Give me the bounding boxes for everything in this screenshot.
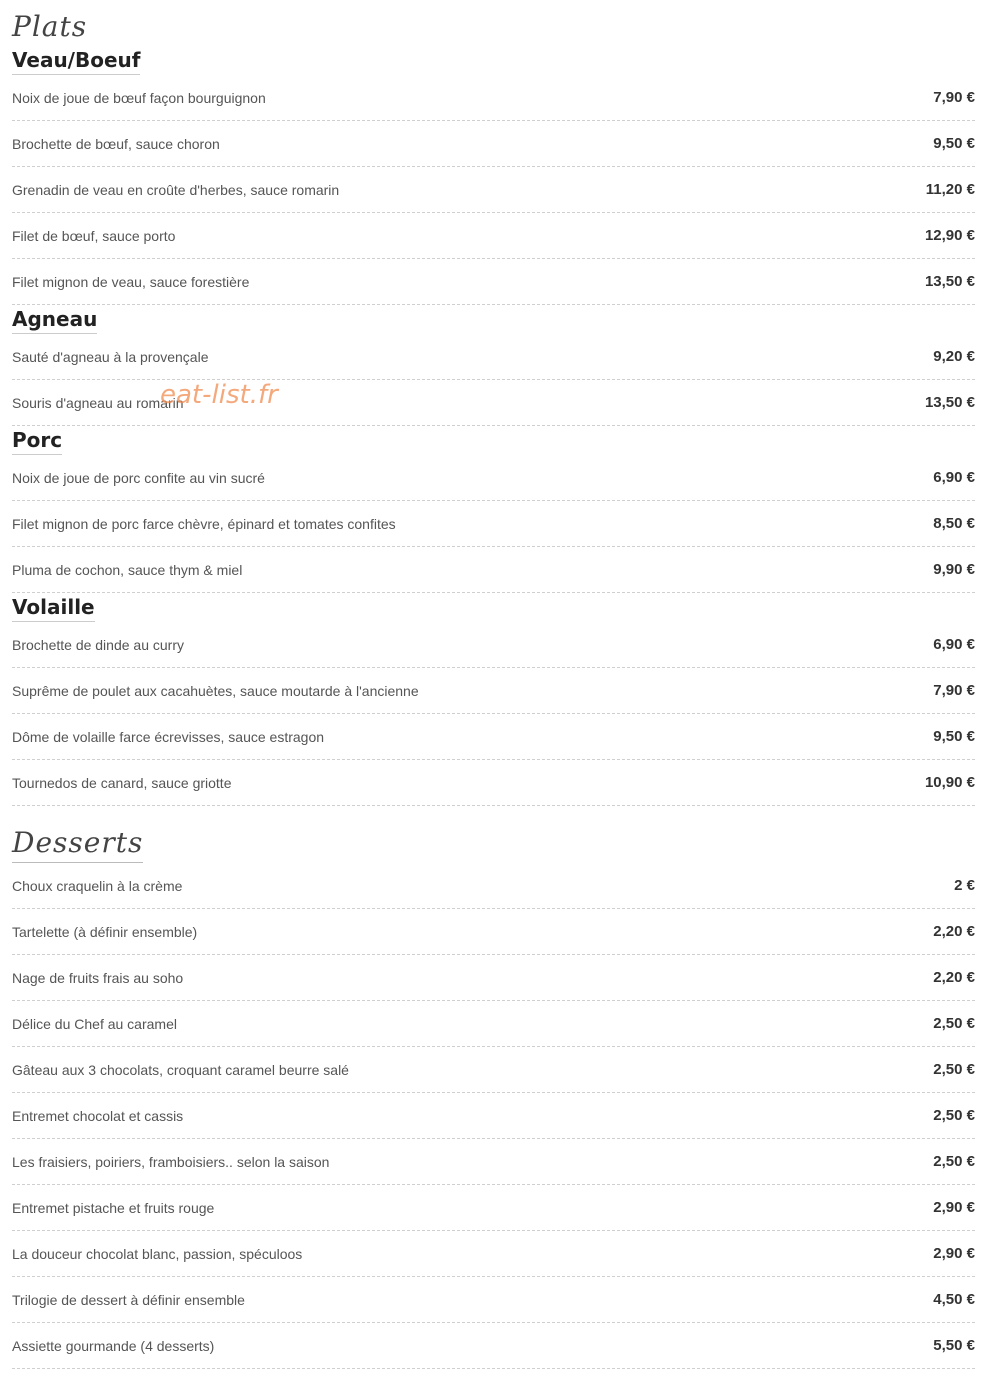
menu-item-row bbox=[12, 75, 975, 121]
category-title: Porc bbox=[12, 426, 62, 455]
menu-item-row bbox=[12, 668, 975, 714]
menu-item-row bbox=[12, 955, 975, 1001]
menu-item-name: Sauté d'agneau à la provençale bbox=[12, 348, 209, 365]
menu-item-row bbox=[12, 121, 975, 167]
menu-item-name: Noix de joue de bœuf façon bourguignon bbox=[12, 89, 266, 106]
menu-item-row bbox=[12, 1323, 975, 1369]
menu-item-name: Grenadin de veau en croûte d'herbes, sauce romarin bbox=[12, 181, 340, 198]
menu-item-row bbox=[12, 501, 975, 547]
menu-item-row bbox=[12, 213, 975, 259]
menu-item-price: 6,90 € bbox=[933, 469, 975, 486]
menu-item-price: 4,50 € bbox=[933, 1291, 975, 1308]
menu-item-name: Gâteau aux 3 chocolats, croquant caramel beurre salé bbox=[12, 1061, 349, 1078]
desserts-section-title: Desserts bbox=[12, 826, 143, 863]
menu-item-row bbox=[12, 1001, 975, 1047]
menu-item-row bbox=[12, 167, 975, 213]
menu-item-name: Nage de fruits frais au soho bbox=[12, 969, 184, 986]
plats-section-title: Plats bbox=[12, 10, 88, 43]
category-section bbox=[12, 426, 975, 593]
category-section bbox=[12, 305, 975, 426]
menu-item-name: Suprême de poulet aux cacahuètes, sauce moutarde à l'ancienne bbox=[12, 682, 419, 699]
menu-item-price: 12,90 € bbox=[924, 227, 975, 244]
menu-document bbox=[12, 0, 975, 1369]
plats-section bbox=[12, 46, 975, 806]
menu-item-price: 9,20 € bbox=[933, 348, 975, 365]
menu-item-price: 7,90 € bbox=[933, 89, 975, 106]
menu-item-name: La douceur chocolat blanc, passion, spéculoos bbox=[12, 1245, 303, 1262]
menu-item-price: 2,20 € bbox=[933, 969, 975, 986]
menu-item-name: Tournedos de canard, sauce griotte bbox=[12, 774, 232, 791]
menu-item-name: Assiette gourmande (4 desserts) bbox=[12, 1337, 215, 1354]
category-section bbox=[12, 46, 975, 305]
category-title: Volaille bbox=[12, 593, 95, 622]
menu-item-price: 2 € bbox=[954, 877, 975, 894]
menu-item-price: 2,50 € bbox=[933, 1015, 975, 1032]
menu-item-price: 8,50 € bbox=[933, 515, 975, 532]
menu-item-row bbox=[12, 334, 975, 380]
menu-item-row bbox=[12, 714, 975, 760]
menu-item-name: Pluma de cochon, sauce thym & miel bbox=[12, 561, 243, 578]
menu-item-price: 2,20 € bbox=[933, 923, 975, 940]
menu-item-price: 2,50 € bbox=[933, 1153, 975, 1170]
menu-item-name: Délice du Chef au caramel bbox=[12, 1015, 177, 1032]
menu-item-row bbox=[12, 1047, 975, 1093]
category-section bbox=[12, 593, 975, 806]
menu-item-row bbox=[12, 863, 975, 909]
menu-item-name: Filet mignon de porc farce chèvre, épinard et tomates confites bbox=[12, 515, 396, 532]
menu-item-row bbox=[12, 1139, 975, 1185]
menu-item-name: Dôme de volaille farce écrevisses, sauce estragon bbox=[12, 728, 325, 745]
menu-item-name: Brochette de bœuf, sauce choron bbox=[12, 135, 220, 152]
menu-item-price: 2,90 € bbox=[933, 1245, 975, 1262]
menu-item-name: Souris d'agneau au romarin bbox=[12, 394, 184, 411]
menu-item-name: Filet de bœuf, sauce porto bbox=[12, 227, 176, 244]
menu-item-name: Tartelette (à définir ensemble) bbox=[12, 923, 198, 940]
menu-item-row bbox=[12, 380, 975, 426]
menu-item-row bbox=[12, 1231, 975, 1277]
menu-item-row bbox=[12, 622, 975, 668]
menu-item-price: 10,90 € bbox=[924, 774, 975, 791]
menu-item-row bbox=[12, 547, 975, 593]
menu-item-price: 2,90 € bbox=[933, 1199, 975, 1216]
menu-item-row bbox=[12, 1277, 975, 1323]
menu-item-name: Brochette de dinde au curry bbox=[12, 636, 184, 653]
menu-item-name: Choux craquelin à la crème bbox=[12, 877, 183, 894]
menu-item-name: Filet mignon de veau, sauce forestière bbox=[12, 273, 250, 290]
menu-item-name: Trilogie de dessert à définir ensemble bbox=[12, 1291, 245, 1308]
menu-item-price: 7,90 € bbox=[933, 682, 975, 699]
desserts-section bbox=[12, 806, 975, 1369]
menu-item-price: 5,50 € bbox=[933, 1337, 975, 1354]
menu-item-name: Les fraisiers, poiriers, framboisiers.. selon la saison bbox=[12, 1153, 330, 1170]
menu-item-price: 11,20 € bbox=[925, 181, 975, 198]
menu-item-price: 9,50 € bbox=[933, 135, 975, 152]
category-title: Agneau bbox=[12, 305, 97, 334]
menu-item-name: Noix de joue de porc confite au vin sucré bbox=[12, 469, 265, 486]
menu-item-price: 2,50 € bbox=[933, 1107, 975, 1124]
menu-item-price: 6,90 € bbox=[933, 636, 975, 653]
menu-item-row bbox=[12, 760, 975, 806]
menu-item-row bbox=[12, 259, 975, 305]
menu-item-price: 9,90 € bbox=[933, 561, 975, 578]
watermark: eat-list.fr bbox=[160, 380, 278, 410]
menu-item-price: 9,50 € bbox=[933, 728, 975, 745]
menu-item-name: Entremet chocolat et cassis bbox=[12, 1107, 184, 1124]
menu-item-row bbox=[12, 1185, 975, 1231]
menu-item-row bbox=[12, 1093, 975, 1139]
category-title: Veau/Boeuf bbox=[12, 46, 140, 75]
menu-item-price: 13,50 € bbox=[924, 273, 975, 290]
menu-item-price: 13,50 € bbox=[924, 394, 975, 411]
menu-item-row bbox=[12, 909, 975, 955]
menu-item-row bbox=[12, 455, 975, 501]
menu-item-name: Entremet pistache et fruits rouge bbox=[12, 1199, 215, 1216]
menu-item-price: 2,50 € bbox=[933, 1061, 975, 1078]
